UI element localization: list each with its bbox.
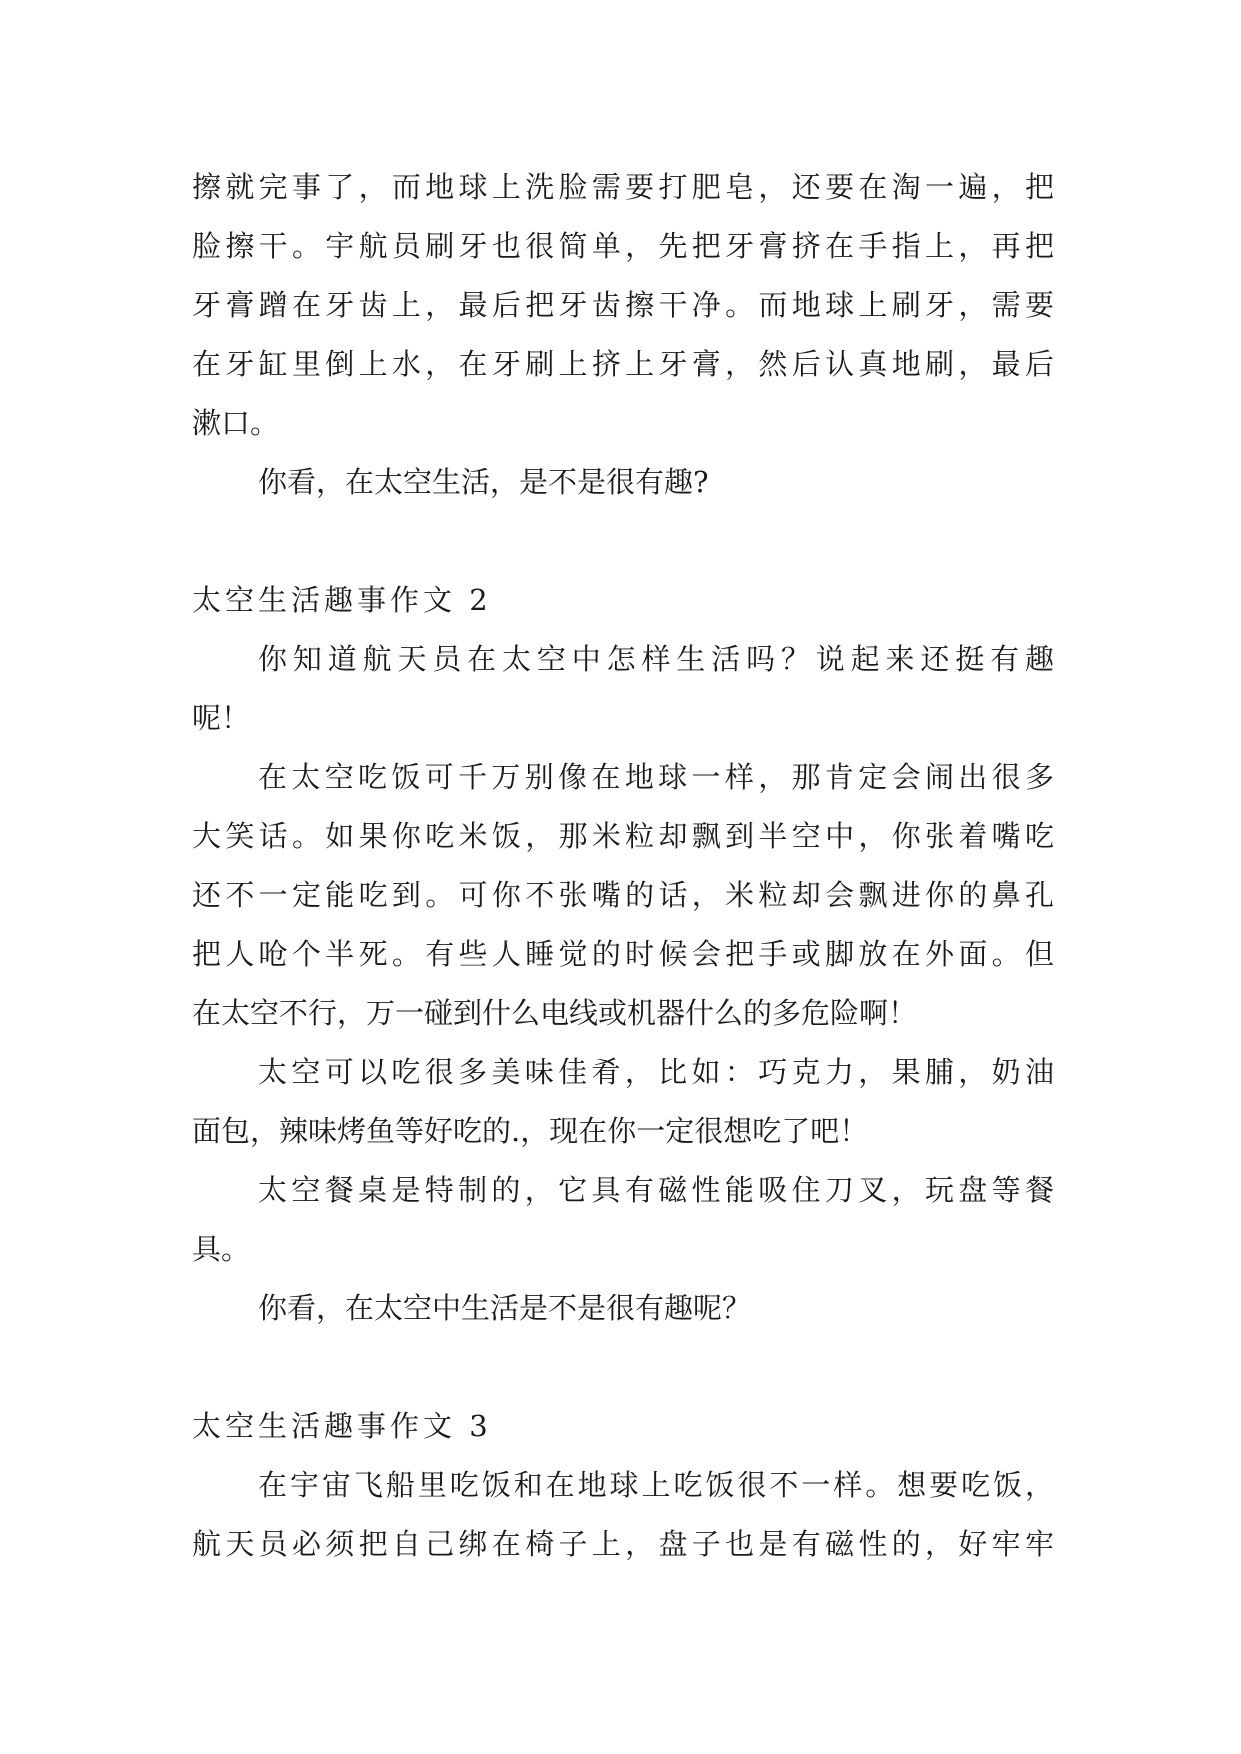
- text-line: 太空可以吃很多美味佳肴，比如：巧克力，果脯，奶油: [258, 1055, 1054, 1089]
- document-page: [192, 158, 1054, 1574]
- text-line: 擦就完事了，而地球上洗脸需要打肥皂，还要在淘一遍，把: [192, 170, 1054, 204]
- paragraph: [192, 630, 1054, 748]
- text-line: 你知道航天员在太空中怎样生活吗？说起来还挺有趣: [258, 642, 1054, 676]
- paragraph: 你看，在太空中生活是不是很有趣呢？: [258, 1291, 752, 1325]
- text-line: 航天员必须把自己绑在椅子上，盘子也是有磁性的，好牢牢: [192, 1527, 1054, 1561]
- text-line: 脸擦干。宇航员刷牙也很简单，先把牙膏挤在手指上，再把: [192, 229, 1054, 263]
- text-line: 具。: [192, 1232, 251, 1266]
- text-line: 面包，辣味烤鱼等好吃的.，现在你一定很想吃了吧！: [192, 1114, 869, 1148]
- text-line: 牙膏蹭在牙齿上，最后把牙齿擦干净。而地球上刷牙，需要: [192, 288, 1054, 322]
- paragraph: [192, 1043, 1054, 1161]
- paragraph: [192, 1161, 1054, 1279]
- text-line: 漱口。: [192, 406, 280, 440]
- paragraph: [192, 1456, 1054, 1574]
- spacer: [192, 512, 1054, 571]
- paragraph: [192, 748, 1054, 1043]
- section-heading: 太空生活趣事作文 3: [192, 1409, 492, 1443]
- text-line: 在宇宙飞船里吃饭和在地球上吃饭很不一样。想要吃饭，: [258, 1468, 1054, 1502]
- text-line: 太空餐桌是特制的，它具有磁性能吸住刀叉，玩盘等餐: [258, 1173, 1054, 1207]
- text-line: 呢！: [192, 701, 251, 735]
- paragraph: 你看，在太空生活，是不是很有趣?: [258, 465, 709, 499]
- paragraph: [192, 158, 1054, 453]
- spacer: [192, 1338, 1054, 1397]
- text-line: 把人呛个半死。有些人睡觉的时候会把手或脚放在外面。但: [192, 937, 1054, 971]
- text-line: 在牙缸里倒上水，在牙刷上挤上牙膏，然后认真地刷，最后: [192, 347, 1054, 381]
- section-heading: 太空生活趣事作文 2: [192, 583, 492, 617]
- text-line: 在太空吃饭可千万别像在地球一样，那肯定会闹出很多: [258, 760, 1054, 794]
- text-line: 大笑话。如果你吃米饭，那米粒却飘到半空中，你张着嘴吃: [192, 819, 1054, 853]
- text-line: 还不一定能吃到。可你不张嘴的话，米粒却会飘进你的鼻孔: [192, 878, 1054, 912]
- text-line: 在太空不行，万一碰到什么电线或机器什么的多危险啊！: [192, 996, 918, 1030]
